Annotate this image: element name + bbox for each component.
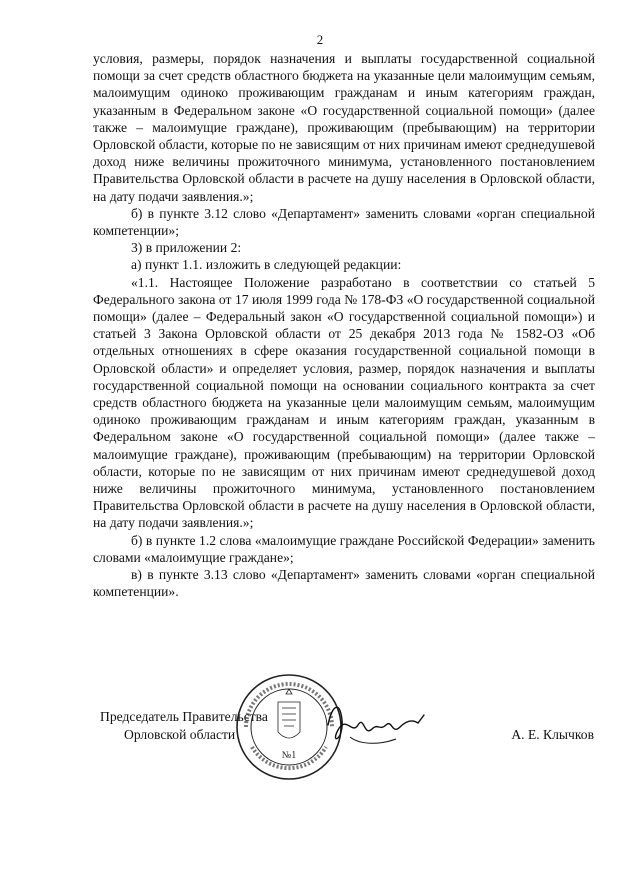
signatory-name: А. Е. Клычков (511, 727, 594, 742)
paragraph-item-v: в) в пункте 3.13 слово «Департамент» заменить словами «орган специальной компетенции». (93, 567, 595, 600)
paragraph-quoted-1-1: «1.1. Настоящее Положение разработано в соответствии со статьей 5 Федерального закона от 17 июля 1999 года № 178-ФЗ «О государственной социальной помощи» (далее – Федеральный закон «О государственной социальной помощи») и статьей 3 Закона Орловской области от 25 декабря 2013 года № 1582-ОЗ «Об отдельных отношениях в сфере оказания государственной социальной помощи в Орловской области» и определяет условия, размер, порядок назначения и выплаты государственной социальной помощи на основании социального контракта за счет средств областного бюджета на указанные цели малоимущим семьям, малоимущим одиноко проживающим гражданам и иным категориям граждан, указанным в Федеральном законе «О государственной социальной помощи» (далее также – малоимущие граждане), проживающим (пребывающим) на территории Орловской области, которые по не зависящим от них причинам имеют среднедушевой доход ниже величины прожиточного минимума, установленного постановлением Правительства Орловской области в расчете на душу населения в Орловской области, на дату подачи заявления.»; (93, 274, 595, 531)
paragraph-item-3: 3) в приложении 2: (131, 240, 242, 256)
document-body (93, 50, 595, 601)
signature-block (0, 700, 640, 800)
paragraph-item-a: а) пункт 1.1. изложить в следующей редакции: (131, 257, 402, 273)
paragraph-item-b: б) в пункте 3.12 слово «Департамент» заменить словами «орган специальной компетенции»; (93, 205, 595, 239)
signatory-title-line-1: Председатель Правительства (100, 709, 268, 724)
paragraph-item-b-2: б) в пункте 1.2 слова «малоимущие граждане Российской Федерации» заменить словами «малоимущие граждане»; (93, 532, 595, 565)
svg-text:№1: №1 (281, 750, 297, 761)
paragraph-continuation: условия, размеры, порядок назначения и выплаты государственной социальной помощи за счет средств областного бюджета на указанные цели малоимущим семьям, малоимущим одиноко проживающим гражданам и иным категориям граждан, указанным в Федеральном законе «О государственной социальной помощи» (далее также – малоимущие граждане), проживающим (пребывающим) на территории Орловской области, которые по не зависящим от них причинам имеют среднедушевой доход ниже величины прожиточного минимума, установленного постановлением Правительства Орловской области в расчете на душу населения в Орловской области, на дату подачи заявления.»; (93, 51, 595, 204)
signatory-title-line-2: Орловской области (124, 727, 236, 742)
page-number: 2 (316, 32, 324, 47)
